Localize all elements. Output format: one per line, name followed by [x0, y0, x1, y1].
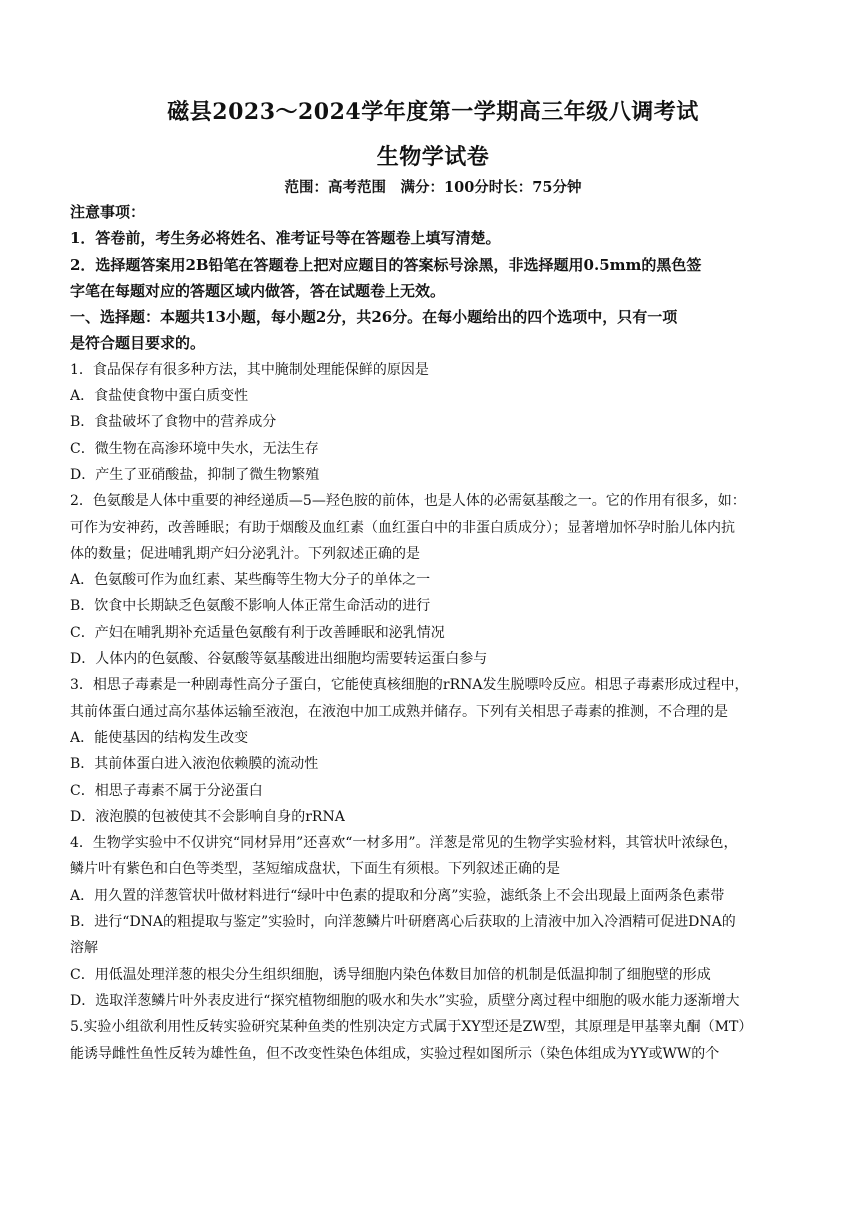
question-stem: 1．食品保存有很多种方法，其中腌制处理能保鲜的原因是 — [70, 361, 429, 378]
question-stem-line-1: 4．生物学实验中不仅讲究“同材异用”还喜欢“一材多用”。洋葱是常见的生物学实验材料，其管状叶浓绿色， — [70, 835, 738, 852]
notes-heading: 注意事项： — [70, 203, 146, 221]
question-stem-line-1: 3．相思子毒素是一种剧毒性高分子蛋白，它能使真核细胞的rRNA发生脱嘌呤反应。相思子毒素形成过程中， — [70, 677, 749, 694]
notes-block — [70, 199, 796, 304]
exam-title: 磁县2023～2024学年度第一学期高三年级八调考试 — [167, 99, 699, 125]
exam-page — [70, 96, 796, 1067]
option-c: C．微生物在高渗环境中失水，无法生存 — [70, 440, 319, 457]
question-3 — [70, 672, 796, 830]
option-b-line-1: B．进行“DNA的粗提取与鉴定”实验时，向洋葱鳞片叶研磨离心后获取的上清液中加入冷酒精可促进DNA的 — [70, 914, 736, 931]
exam-subtitle: 生物学试卷 — [376, 144, 490, 170]
question-stem-line-1: 5.实验小组欲利用性反转实验研究某种鱼类的性别决定方式属于XY型还是ZW型，其原理是甲基睾丸酮（MT） — [70, 1019, 753, 1036]
question-5 — [70, 1014, 796, 1067]
question-stem-line-2: 其前体蛋白通过高尔基体运输至液泡，在液泡中加工成熟并储存。下列有关相思子毒素的推测，不合理的是 — [70, 703, 728, 720]
option-a: A．食盐使食物中蛋白质变性 — [70, 388, 249, 405]
option-d: D．人体内的色氨酸、谷氨酸等氨基酸进出细胞均需要转运蛋白参与 — [70, 651, 488, 668]
option-a: A．能使基因的结构发生改变 — [70, 729, 249, 746]
option-d: D．产生了亚硝酸盐，抑制了微生物繁殖 — [70, 466, 320, 483]
option-c: C．用低温处理洋葱的根尖分生组织细胞，诱导细胞内染色体数目加倍的机制是低温抑制了细胞壁的形成 — [70, 966, 711, 983]
option-c: C．产妇在哺乳期补充适量色氨酸有利于改善睡眠和泌乳情况 — [70, 624, 445, 641]
option-a: A．用久置的洋葱管状叶做材料进行“绿叶中色素的提取和分离”实验，滤纸条上不会出现最上面两条色素带 — [70, 887, 725, 904]
notes-item-1: 1．答卷前，考生务必将姓名、准考证号等在答题卷上填写清楚。 — [70, 229, 501, 248]
question-1 — [70, 357, 796, 488]
question-2 — [70, 488, 796, 672]
option-b: B．饮食中长期缺乏色氨酸不影响人体正常生命活动的进行 — [70, 598, 431, 615]
question-stem-line-3: 体的数量；促进哺乳期产妇分泌乳汁。下列叙述正确的是 — [70, 545, 420, 562]
option-b: B．其前体蛋白进入液泡依赖膜的流动性 — [70, 756, 319, 773]
option-d: D．液泡膜的包被使其不会影响自身的rRNA — [70, 808, 345, 825]
option-d: D．选取洋葱鳞片叶外表皮进行“探究植物细胞的吸水和失水”实验，质壁分离过程中细胞的吸水能力逐渐增大 — [70, 992, 740, 1009]
question-4 — [70, 830, 796, 1014]
section-heading-line-1: 一、选择题：本题共13小题，每小题2分，共26分。在每小题给出的四个选项中，只有一项 — [70, 308, 678, 327]
option-b: B．食盐破坏了食物中的营养成分 — [70, 414, 277, 431]
exam-meta: 范围：高考范围 满分：100分时长：75分钟 — [284, 179, 582, 196]
notes-item-2-line-2: 字笔在每题对应的答题区域内做答，答在试题卷上无效。 — [70, 281, 446, 300]
section-heading-line-2: 是符合题目要求的。 — [70, 334, 206, 353]
question-stem-line-2: 可作为安神药，改善睡眠；有助于烟酸及血红素（血红蛋白中的非蛋白质成分）；显著增加怀孕时胎儿体内抗 — [70, 519, 735, 536]
question-stem-line-1: 2．色氨酸是人体中重要的神经递质—5—羟色胺的前体，也是人体的必需氨基酸之一。它的作用有很多，如： — [70, 493, 746, 510]
option-c: C．相思子毒素不属于分泌蛋白 — [70, 782, 263, 799]
question-stem-line-2: 鳞片叶有紫色和白色等类型，茎短缩成盘状，下面生有须根。下列叙述正确的是 — [70, 861, 560, 878]
option-b-line-2: 溶解 — [70, 940, 98, 957]
option-a: A．色氨酸可作为血红素、某些酶等生物大分子的单体之一 — [70, 572, 431, 589]
notes-item-2-line-1: 2．选择题答案用2B铅笔在答题卷上把对应题目的答案标号涂黑，非选择题用0.5mm的黑色签 — [70, 255, 702, 274]
question-stem-line-2: 能诱导雌性鱼性反转为雄性鱼，但不改变性染色体组成，实验过程如图所示（染色体组成为YY或WW的个 — [70, 1045, 720, 1062]
